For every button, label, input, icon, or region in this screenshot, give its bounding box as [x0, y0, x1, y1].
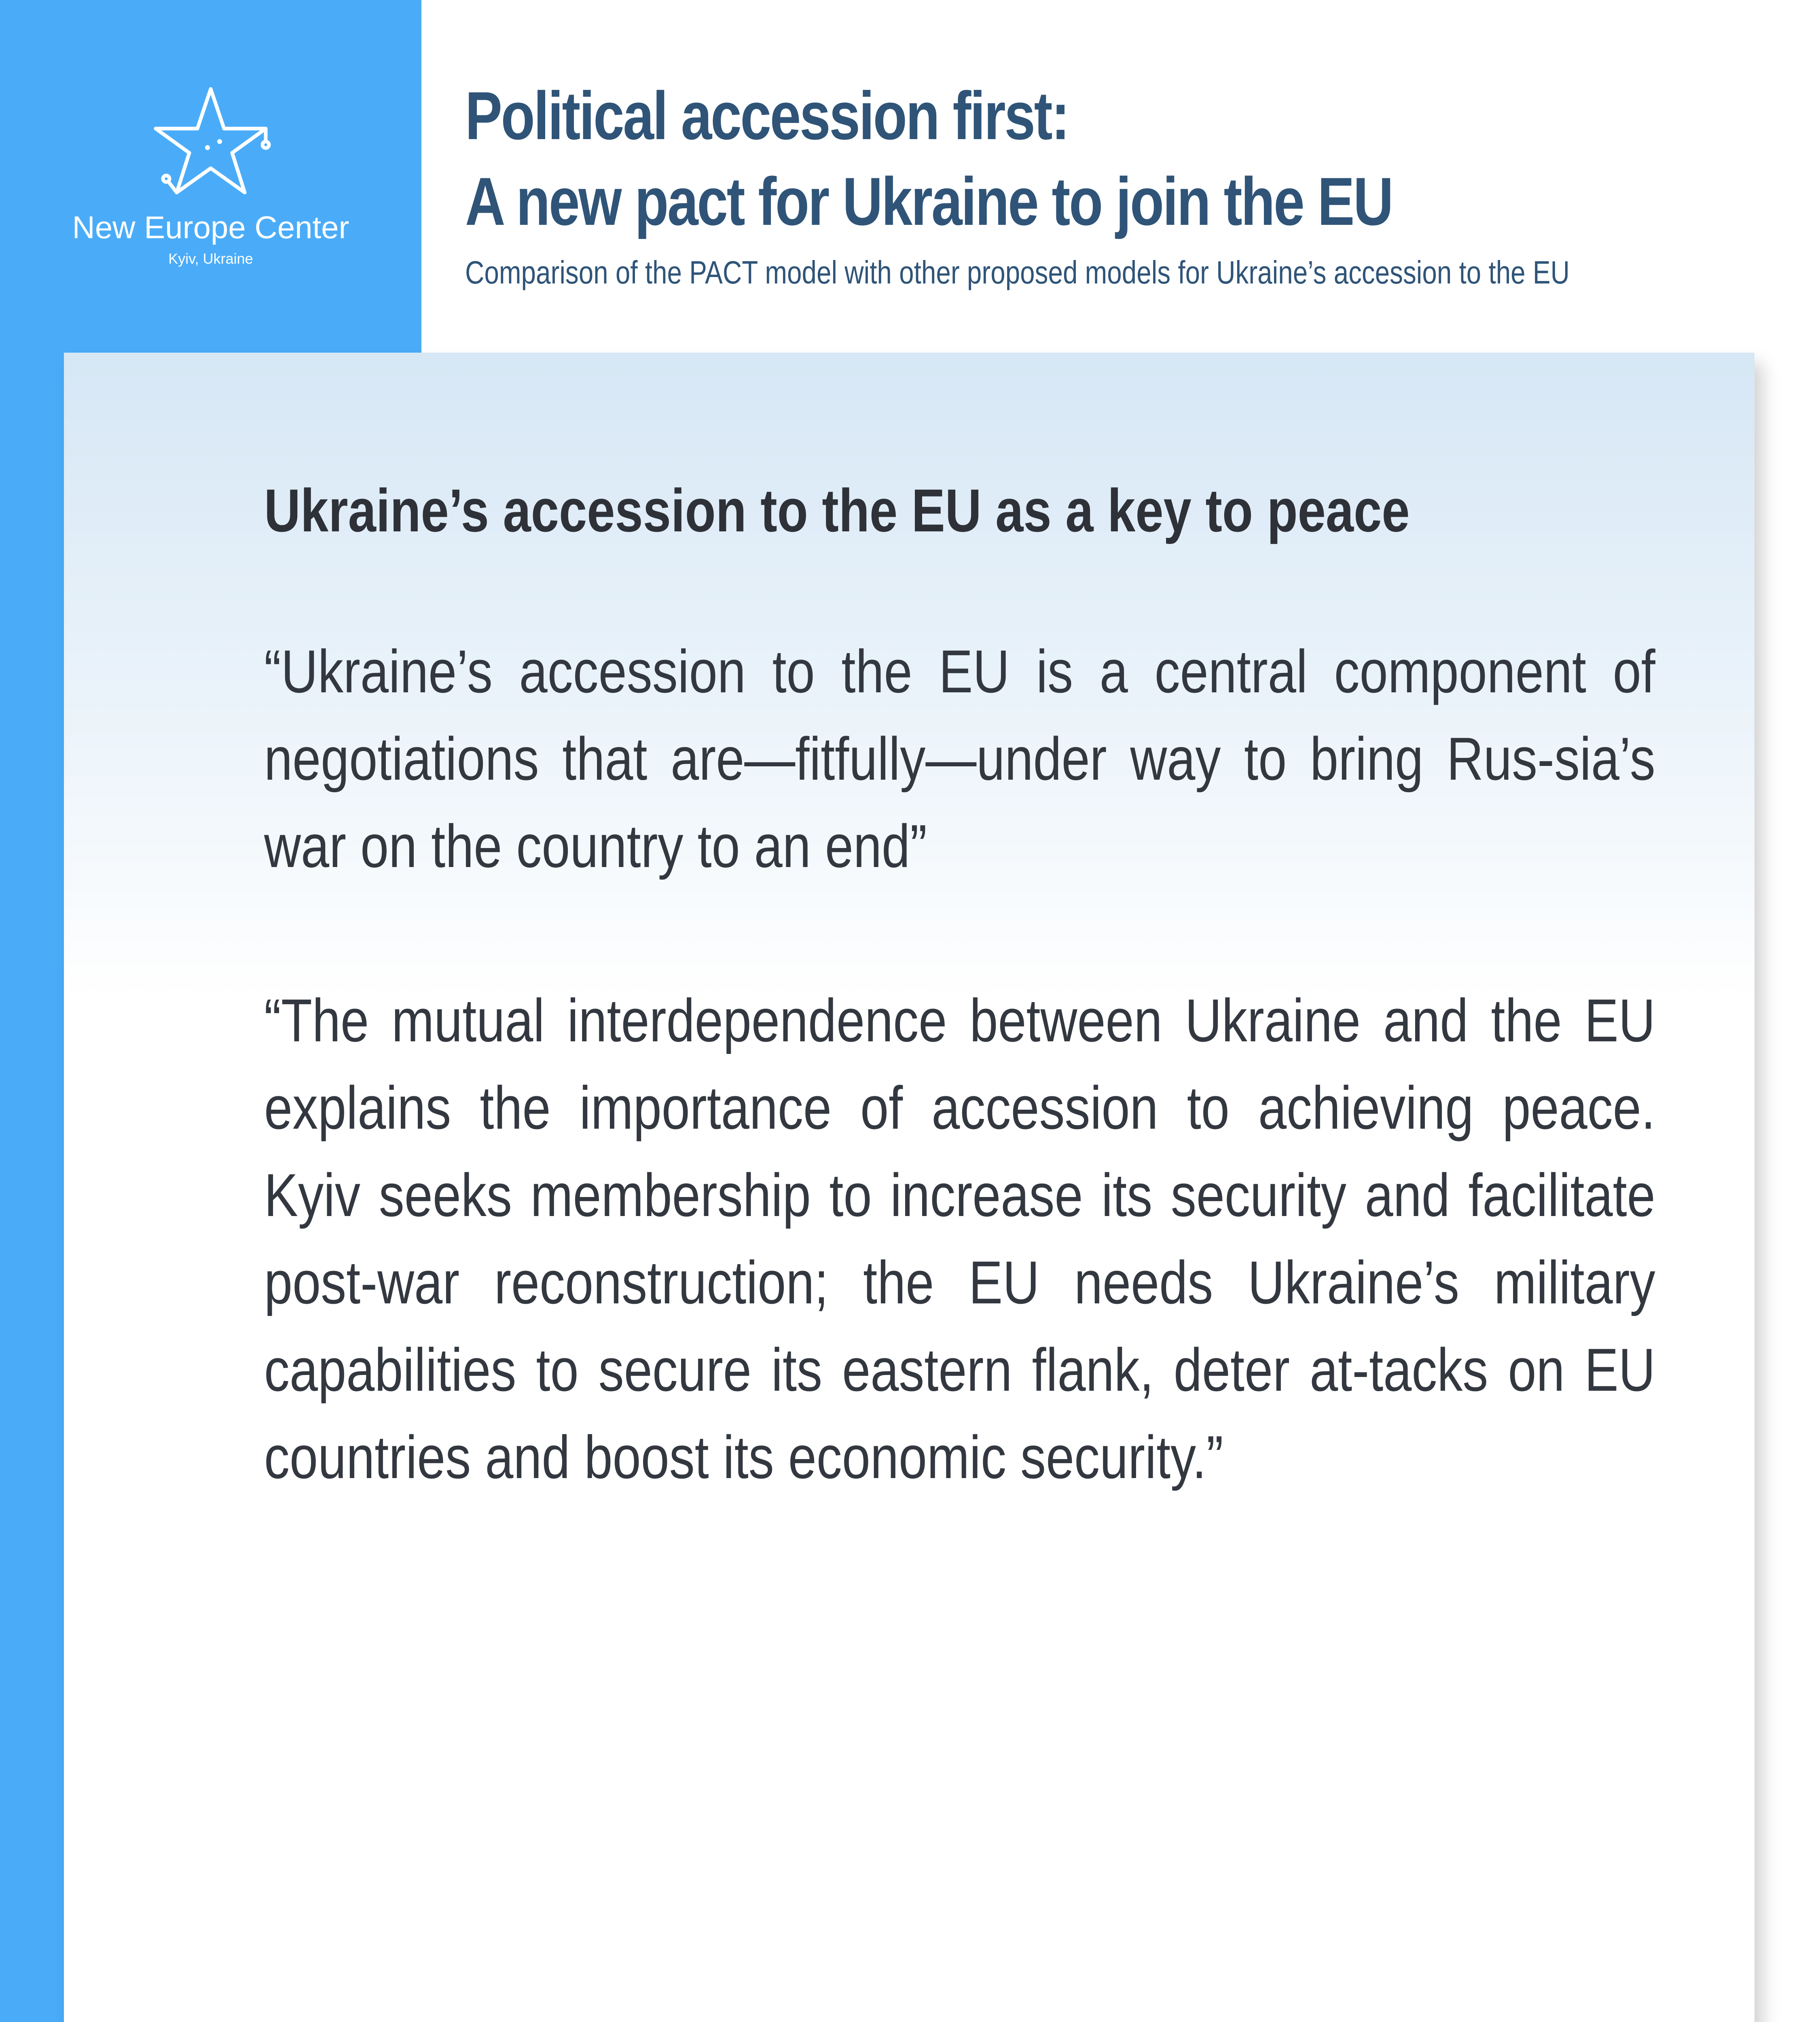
brand-location: Kyiv, Ukraine — [168, 250, 253, 267]
card-body — [264, 474, 1655, 1501]
page-subtitle: Comparison of the PACT model with other proposed models for Ukraine’s accession to the EU — [465, 254, 1570, 290]
quote-paragraph: “The mutual interdependence between Ukraine and the EU explains the importance of accession to achieving peace. Kyiv seeks membership to increase its security and facilitate post-war reconstruction; the EU needs Ukraine’s military capabilities to secure its eastern flank, deter at-tacks on EU countries and boost its economic security.” — [264, 986, 1655, 1491]
card-heading: Ukraine’s accession to the EU as a key to peace — [264, 476, 1410, 544]
page-header — [465, 73, 1780, 293]
content-card — [64, 353, 1754, 2022]
quote-paragraph: “Ukraine’s accession to the EU is a central component of negotiations that are—fitfully—under way to bring Rus-sia’s war on the country to an end” — [264, 637, 1655, 880]
brand-name: New Europe Center — [72, 209, 349, 245]
page-title-line-2: A new pact for Ukraine to join the EU — [465, 163, 1393, 239]
brand-logo — [0, 81, 421, 266]
star-logo-icon — [146, 81, 275, 202]
page-title-line-1: Political accession first: — [465, 78, 1069, 154]
page-title — [465, 73, 1778, 244]
